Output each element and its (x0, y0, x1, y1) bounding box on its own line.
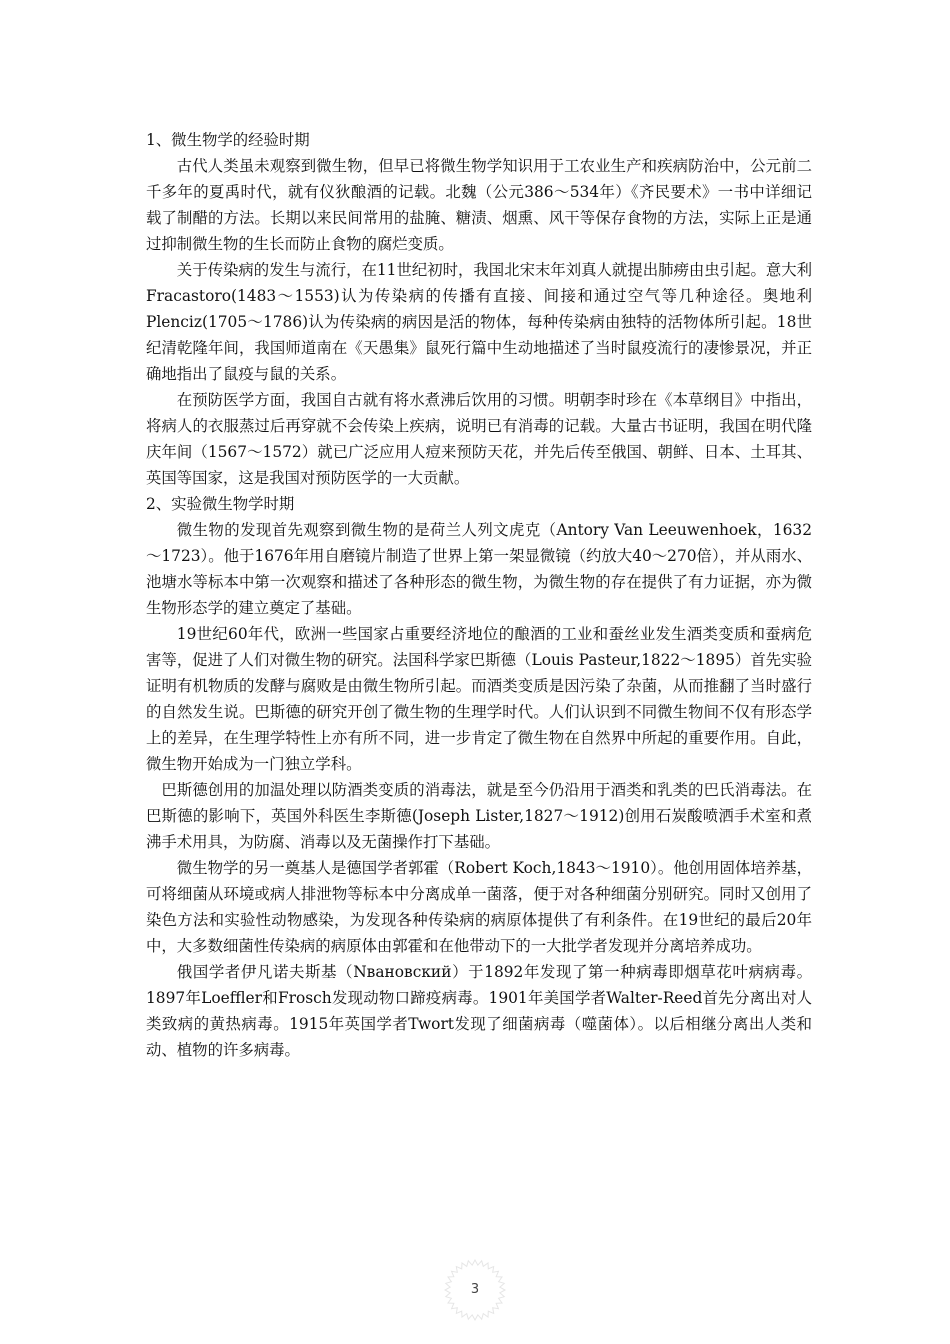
paragraph-leeuwenhoek: 微生物的发现首先观察到微生物的是荷兰人列文虎克（Antory Van Leeuwenhoek，1632～1723）。他于1676年用自磨镜片制造了世界上第一架显微镜（约放大40～270倍），并从雨水、池塘水等标本中第一次观察和描述了各种形态的微生物，为微生物的存在提供了有力证据，亦为微生物形态学的建立奠定了基础。 (146, 521, 812, 617)
paragraph-koch: 微生物学的另一奠基人是德国学者郭霍（Robert Koch,1843～1910）。他创用固体培养基，可将细菌从环境或病人排泄物等标本中分离成单一菌落，便于对各种细菌分别研究。同时又创用了染色方法和实验性动物感染，为发现各种传染病的病原体提供了有利条件。在19世纪的最后20年中，大多数细菌性传染病的病原体由郭霍和在他带动下的一大批学者发现并分离培养成功。 (146, 859, 812, 955)
paragraph-pasteurization-lister: 巴斯德创用的加温处理以防酒类变质的消毒法，就是至今仍沿用于酒类和乳类的巴氏消毒法。在巴斯德的影响下，英国外科医生李斯德(Joseph Lister,1827～1912)创用石炭酸喷洒手术室和煮沸手术用具，为防腐、消毒以及无菌操作打下基础。 (146, 781, 812, 851)
page-number-badge (441, 1256, 509, 1324)
paragraph-pasteur: 19世纪60年代，欧洲一些国家占重要经济地位的酿酒的工业和蚕丝业发生酒类变质和蚕病危害等，促进了人们对微生物的研究。法国科学家巴斯德（Louis Pasteur,1822～1895）首先实验证明有机物质的发酵与腐败是由微生物所引起。而酒类变质是因污染了杂菌，从而推翻了当时盛行的自然发生说。巴斯德的研究开创了微生物的生理学时代。人们认识到不同微生物间不仅有形态学上的差异，在生理学特性上亦有所不同，进一步肯定了微生物在自然界中所起的重要作用。自此，微生物开始成为一门独立学科。 (146, 625, 812, 773)
page-number: 3 (470, 1282, 480, 1297)
paragraph-ancient-applications: 古代人类虽未观察到微生物，但早已将微生物学知识用于工农业生产和疾病防治中，公元前二千多年的夏禹时代，就有仪狄酿酒的记载。北魏（公元386～534年）《齐民要术》一书中详细记载了制醋的方法。长期以来民间常用的盐腌、糖渍、烟熏、风干等保存食物的方法，实际上正是通过抑制微生物的生长而防止食物的腐烂变质。 (146, 157, 812, 253)
section-heading-empirical-period: 1、微生物学的经验时期 (146, 131, 310, 149)
paragraph-viruses: 俄国学者伊凡诺夫斯基（Nвановский）于1892年发现了第一种病毒即烟草花叶病病毒。1897年Loeffler和Frosch发现动物口蹄疫病毒。1901年美国学者Walter-Reed首先分离出对人类致病的黄热病毒。1915年英国学者Twort发现了细菌病毒（噬菌体）。以后相继分离出人类和动、植物的许多病毒。 (146, 963, 812, 1059)
document-body (146, 127, 812, 1063)
paragraph-preventive-medicine: 在预防医学方面，我国自古就有将水煮沸后饮用的习惯。明朝李时珍在《本草纲目》中指出，将病人的衣服蒸过后再穿就不会传染上疾病，说明已有消毒的记载。大量古书证明，我国在明代隆庆年间（1567～1572）就已广泛应用人痘来预防天花，并先后传至俄国、朝鲜、日本、土耳其、英国等国家，这是我国对预防医学的一大贡献。 (146, 391, 812, 487)
section-heading-experimental-period: 2、实验微生物学时期 (146, 495, 295, 513)
paragraph-infectious-disease: 关于传染病的发生与流行，在11世纪初时，我国北宋末年刘真人就提出肺痨由虫引起。意大利Fracastoro(1483～1553)认为传染病的传播有直接、间接和通过空气等几种途径。奥地利Plenciz(1705～1786)认为传染病的病因是活的物体，每种传染病由独特的活物体所引起。18世纪清乾隆年间，我国师道南在《天愚集》鼠死行篇中生动地描述了当时鼠疫流行的凄惨景况，并正确地指出了鼠疫与鼠的关系。 (146, 261, 813, 383)
